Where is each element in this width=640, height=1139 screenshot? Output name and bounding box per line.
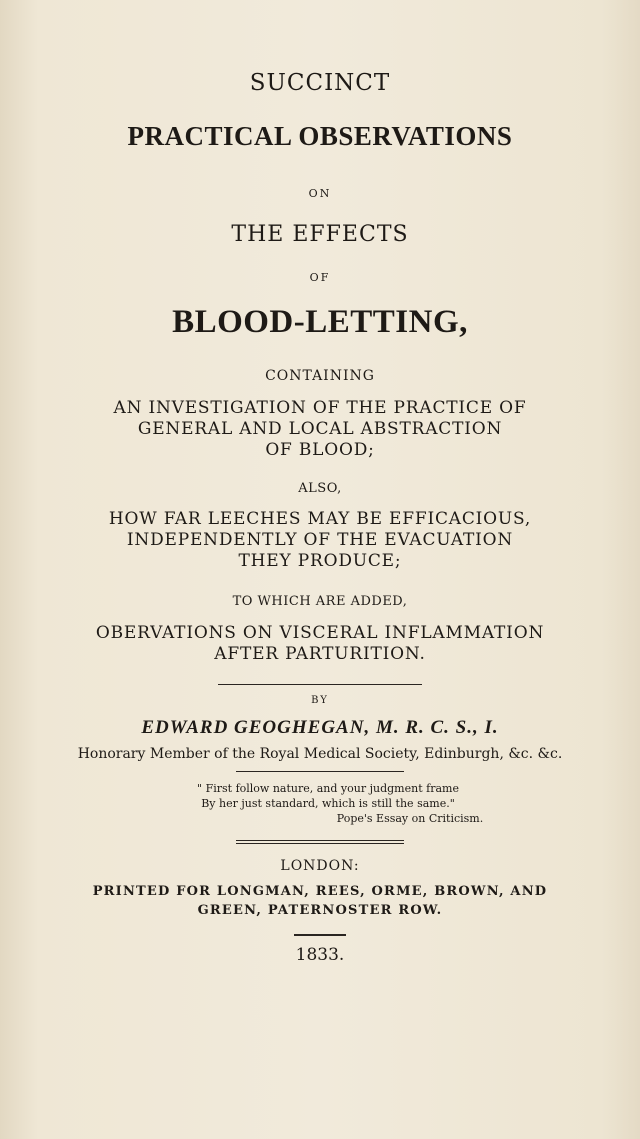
- divider-double-2: [236, 843, 404, 844]
- connector-on: ON: [308, 187, 332, 200]
- divider-top: [218, 684, 422, 685]
- investigation-line-2: GENERAL AND LOCAL ABSTRACTION: [137, 419, 503, 439]
- leeches-line-1: HOW FAR LEECHES MAY BE EFFICACIOUS,: [108, 509, 532, 529]
- investigation-line-3: OF BLOOD;: [265, 440, 375, 460]
- title-blood-letting: BLOOD-LETTING,: [172, 304, 468, 340]
- epigraph-line-2: By her just standard, which is still the same.": [201, 797, 455, 810]
- label-containing: CONTAINING: [265, 368, 375, 384]
- imprint-london: LONDON:: [280, 858, 360, 874]
- label-to-which: TO WHICH ARE ADDED,: [232, 594, 408, 609]
- title-succinct: SUCCINCT: [249, 70, 391, 96]
- title-practical-observations: PRACTICAL OBSERVATIONS: [127, 121, 513, 151]
- author-affiliation: Honorary Member of the Royal Medical Society, Edinburgh, &c. &c.: [77, 746, 563, 762]
- epigraph-line-1: " First follow nature, and your judgment frame: [197, 782, 459, 795]
- title-the-effects: THE EFFECTS: [231, 222, 409, 247]
- divider-double-1: [236, 840, 404, 841]
- investigation-line-1: AN INVESTIGATION OF THE PRACTICE OF: [113, 398, 527, 418]
- publication-year: 1833.: [295, 945, 345, 965]
- imprint-line-2: GREEN, PATERNOSTER ROW.: [197, 903, 443, 918]
- imprint-line-1: PRINTED FOR LONGMAN, REES, ORME, BROWN, AND: [92, 884, 548, 899]
- divider-middle: [236, 771, 404, 772]
- divider-year: [294, 934, 346, 936]
- leeches-line-3: THEY PRODUCE;: [238, 551, 402, 571]
- label-by: BY: [311, 695, 329, 706]
- observations-line-1: OBERVATIONS ON VISCERAL INFLAMMATION: [95, 623, 545, 643]
- leeches-line-2: INDEPENDENTLY OF THE EVACUATION: [126, 530, 514, 550]
- observations-line-2: AFTER PARTURITION.: [214, 644, 426, 664]
- label-also: ALSO,: [298, 481, 342, 496]
- author-name: EDWARD GEOGHEGAN, M. R. C. S., I.: [141, 717, 499, 738]
- connector-of: OF: [309, 271, 331, 284]
- epigraph-source: Pope's Essay on Criticism.: [336, 812, 484, 825]
